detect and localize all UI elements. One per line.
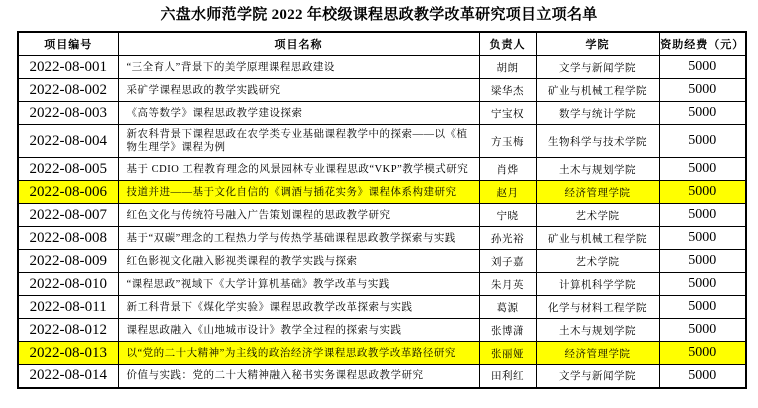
- project-id-cell: 2022-08-011: [18, 296, 118, 319]
- college-cell: 数学与统计学院: [536, 102, 659, 125]
- college-cell: 化学与材料工程学院: [536, 296, 659, 319]
- project-id-cell: 2022-08-006: [18, 181, 118, 204]
- fund-cell: 5000: [659, 204, 746, 227]
- fund-cell: 5000: [659, 102, 746, 125]
- leader-cell: 田利红: [479, 365, 536, 388]
- project-id-cell: 2022-08-007: [18, 204, 118, 227]
- header-row: [18, 32, 746, 56]
- table-row: [18, 296, 746, 319]
- leader-cell: 肖烨: [479, 158, 536, 181]
- college-cell: 矿业与机械工程学院: [536, 79, 659, 102]
- fund-cell: 5000: [659, 79, 746, 102]
- project-name-cell: 以“党的二十大精神”为主线的政治经济学课程思政教学改革路径研究: [118, 342, 479, 365]
- fund-cell: 5000: [659, 342, 746, 365]
- college-cell: 文学与新闻学院: [536, 365, 659, 388]
- college-cell: 计算机科学学院: [536, 273, 659, 296]
- fund-cell: 5000: [659, 181, 746, 204]
- project-name-cell: 技道并进——基于文化自信的《调酒与插花实务》课程体系构建研究: [118, 181, 479, 204]
- leader-cell: 梁华杰: [479, 79, 536, 102]
- college-cell: 艺术学院: [536, 204, 659, 227]
- fund-cell: 5000: [659, 56, 746, 79]
- table-row: [18, 365, 746, 388]
- document-page: [0, 3, 758, 408]
- fund-cell: 5000: [659, 365, 746, 388]
- table-row: [18, 227, 746, 250]
- project-id-cell: 2022-08-005: [18, 158, 118, 181]
- leader-cell: 朱月英: [479, 273, 536, 296]
- project-name-cell: 基于 CDIO 工程教育理念的风景园林专业课程思政“VKP”教学模式研究: [118, 158, 479, 181]
- table-row: [18, 56, 746, 79]
- project-name-cell: 红色影视文化融入影视类课程的教学实践与探索: [118, 250, 479, 273]
- project-name-cell: “课程思政”视域下《大学计算机基础》教学改革与实践: [118, 273, 479, 296]
- project-id-cell: 2022-08-002: [18, 79, 118, 102]
- table-row: [18, 181, 746, 204]
- table-row: [18, 342, 746, 365]
- leader-cell: 刘子嘉: [479, 250, 536, 273]
- project-id-cell: 2022-08-003: [18, 102, 118, 125]
- table-row: [18, 319, 746, 342]
- leader-cell: 赵月: [479, 181, 536, 204]
- college-cell: 文学与新闻学院: [536, 56, 659, 79]
- col-header-fund: 资助经费（元）: [659, 32, 746, 56]
- project-name-cell: 采矿学课程思政的教学实践研究: [118, 79, 479, 102]
- fund-cell: 5000: [659, 319, 746, 342]
- leader-cell: 孙光裕: [479, 227, 536, 250]
- leader-cell: 宁宝权: [479, 102, 536, 125]
- project-name-cell: 课程思政融入《山地城市设计》教学全过程的探索与实践: [118, 319, 479, 342]
- college-cell: 矿业与机械工程学院: [536, 227, 659, 250]
- project-id-cell: 2022-08-001: [18, 56, 118, 79]
- project-name-cell: 基于“双碳”理念的工程热力学与传热学基础课程思政教学探索与实践: [118, 227, 479, 250]
- college-cell: 土木与规划学院: [536, 319, 659, 342]
- table-row: [18, 204, 746, 227]
- college-cell: 生物科学与技术学院: [536, 125, 659, 158]
- college-cell: 经济管理学院: [536, 181, 659, 204]
- leader-cell: 胡朗: [479, 56, 536, 79]
- project-id-cell: 2022-08-004: [18, 125, 118, 158]
- college-cell: 经济管理学院: [536, 342, 659, 365]
- project-name-cell: 红色文化与传统符号融入广告策划课程的思政教学研究: [118, 204, 479, 227]
- project-id-cell: 2022-08-012: [18, 319, 118, 342]
- fund-cell: 5000: [659, 158, 746, 181]
- col-header-college: 学院: [536, 32, 659, 56]
- fund-cell: 5000: [659, 125, 746, 158]
- projects-table: [17, 31, 747, 389]
- col-header-project-name: 项目名称: [118, 32, 479, 56]
- project-name-cell: 新工科背景下《煤化学实验》课程思政教学改革探索与实践: [118, 296, 479, 319]
- leader-cell: 张博潇: [479, 319, 536, 342]
- leader-cell: 张丽娅: [479, 342, 536, 365]
- project-name-cell: 新农科背景下课程思政在农学类专业基础课程教学中的探索——以《植物生理学》课程为例: [118, 125, 479, 158]
- table-row: [18, 250, 746, 273]
- college-cell: 土木与规划学院: [536, 158, 659, 181]
- table-row: [18, 158, 746, 181]
- col-header-project-id: 项目编号: [18, 32, 118, 56]
- project-id-cell: 2022-08-008: [18, 227, 118, 250]
- leader-cell: 方玉梅: [479, 125, 536, 158]
- col-header-leader: 负责人: [479, 32, 536, 56]
- leader-cell: 葛源: [479, 296, 536, 319]
- fund-cell: 5000: [659, 273, 746, 296]
- fund-cell: 5000: [659, 296, 746, 319]
- project-id-cell: 2022-08-013: [18, 342, 118, 365]
- fund-cell: 5000: [659, 250, 746, 273]
- project-name-cell: 价值与实践：党的二十大精神融入秘书实务课程思政教学研究: [118, 365, 479, 388]
- table-row: [18, 273, 746, 296]
- college-cell: 艺术学院: [536, 250, 659, 273]
- project-name-cell: 《高等数学》课程思政教学建设探索: [118, 102, 479, 125]
- table-row: [18, 125, 746, 158]
- page-title: 六盘水师范学院 2022 年校级课程思政教学改革研究项目立项名单: [160, 7, 598, 23]
- table-row: [18, 102, 746, 125]
- project-id-cell: 2022-08-010: [18, 273, 118, 296]
- fund-cell: 5000: [659, 227, 746, 250]
- project-id-cell: 2022-08-014: [18, 365, 118, 388]
- project-id-cell: 2022-08-009: [18, 250, 118, 273]
- leader-cell: 宁晓: [479, 204, 536, 227]
- project-name-cell: “三全育人”背景下的美学原理课程思政建设: [118, 56, 479, 79]
- table-row: [18, 79, 746, 102]
